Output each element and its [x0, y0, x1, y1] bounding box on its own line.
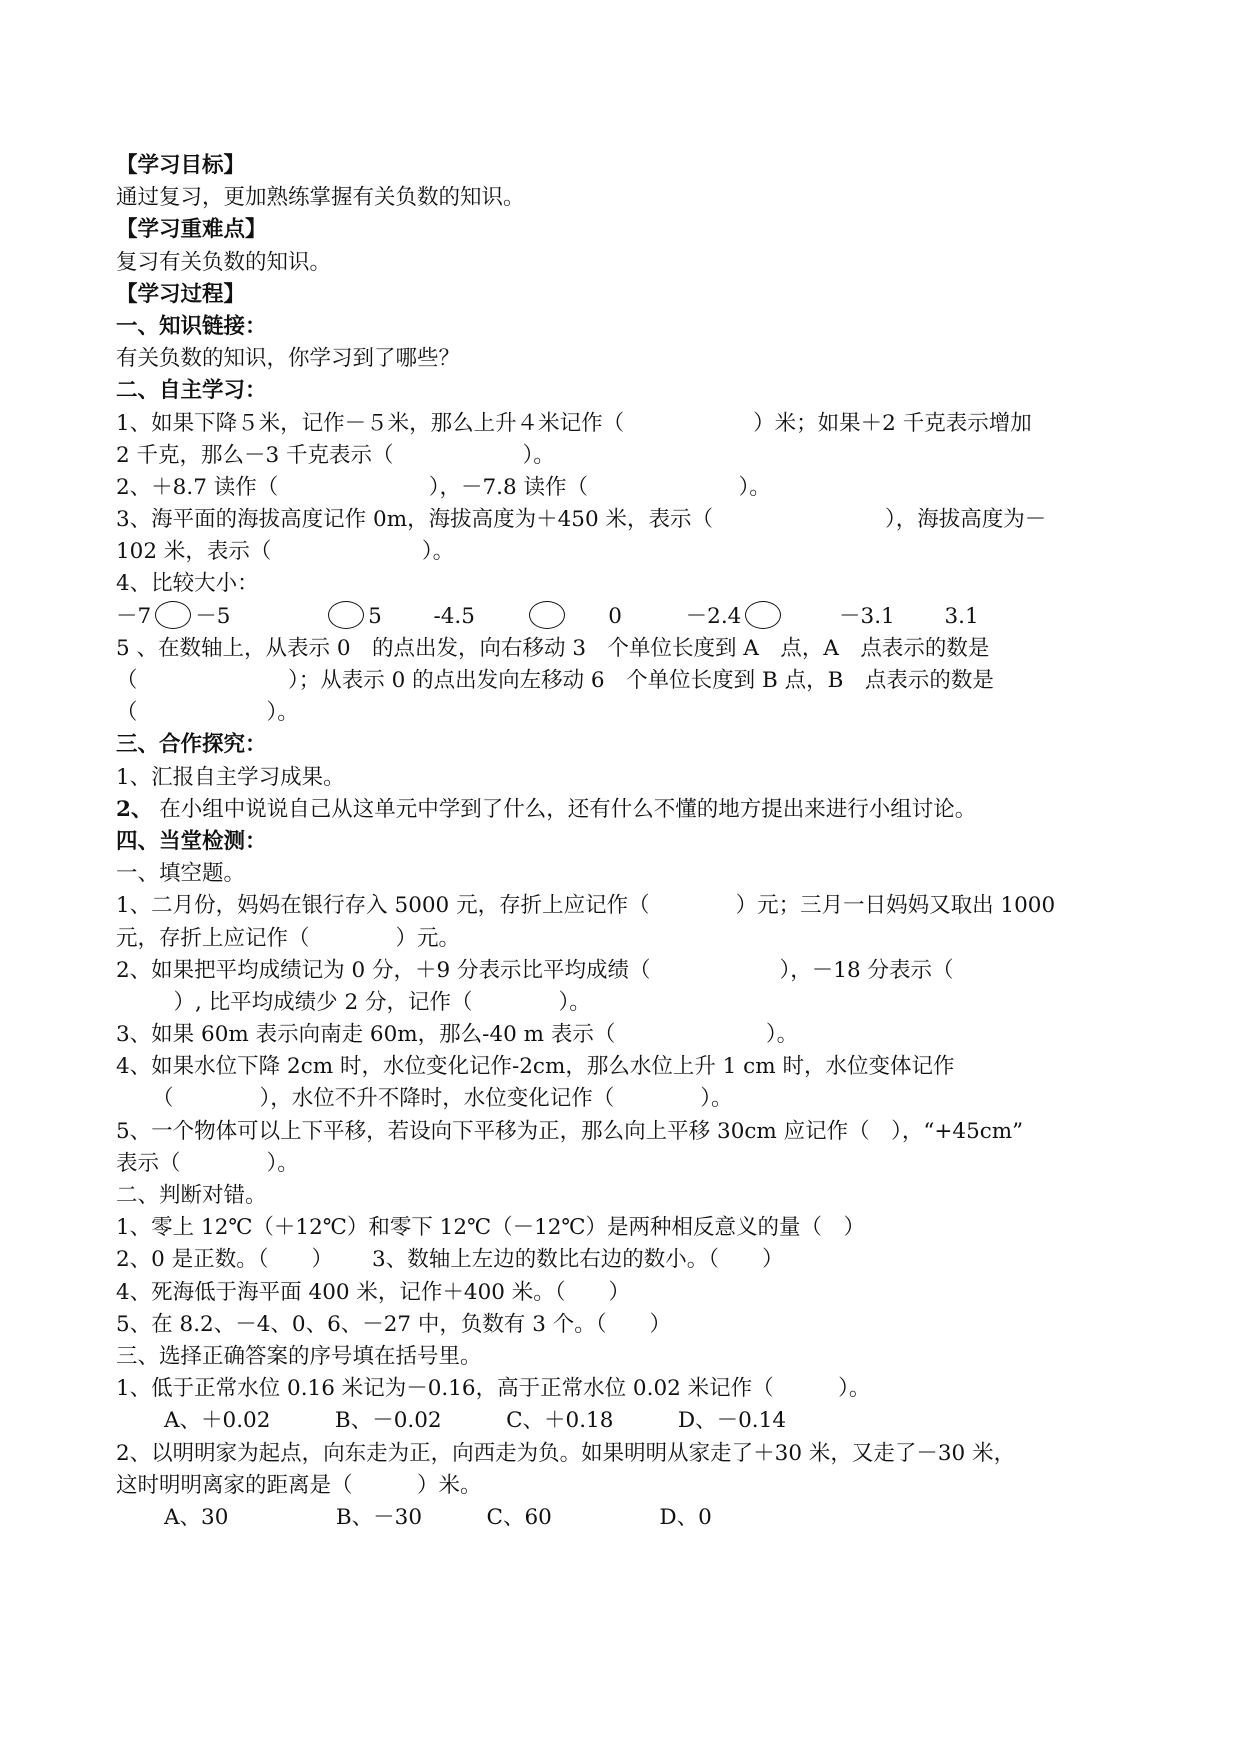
question-5-line3: （ ）。: [116, 700, 299, 726]
part3-heading: 三、合作探究：: [116, 732, 267, 758]
compare-circle[interactable]: [745, 601, 781, 629]
part4-heading: 四、当堂检测：: [116, 828, 267, 854]
part3-item-2-number: 2、: [116, 796, 153, 822]
judge-1: 1、零上 12℃（＋12℃）和零下 12℃（－12℃）是两种相反意义的量（ ）: [116, 1215, 865, 1241]
compare-circle[interactable]: [328, 601, 364, 629]
question-3-line2: 102 米，表示（ ）。: [116, 539, 455, 565]
process-heading: 【学习过程】: [116, 281, 246, 307]
compare-value: －7: [116, 603, 152, 629]
goal-text: 通过复习，更加熟练掌握有关负数的知识。: [116, 185, 525, 211]
fill-title: 一、填空题。: [116, 861, 246, 887]
fill-4-line2: （ ），水位不升不降时，水位变化记作（ ）。: [152, 1086, 733, 1112]
compare-circle[interactable]: [529, 601, 565, 629]
question-3-line1: 3、海平面的海拔高度记作 0m，海拔高度为＋450 米，表示（ ），海拔高度为－: [116, 507, 1047, 533]
question-1-line1: 1、如果下降５米，记作－５米，那么上升４米记作（ ）米；如果＋2 千克表示增加: [116, 410, 1032, 436]
compare-value: －3.1: [839, 603, 895, 629]
choice-1: 1、低于正常水位 0.16 米记为－0.16，高于正常水位 0.02 米记作（ ）。: [116, 1376, 871, 1402]
fill-3: 3、如果 60m 表示向南走 60m，那么-40 m 表示（ ）。: [116, 1022, 799, 1048]
goal-heading: 【学习目标】: [116, 153, 246, 178]
fill-5-line2: 表示（ ）。: [116, 1150, 299, 1176]
part3-item-1: 1、汇报自主学习成果。: [116, 764, 345, 790]
fill-2-line2: ）, 比平均成绩少 2 分，记作（ ）。: [152, 989, 591, 1015]
part1-heading: 一、知识链接：: [116, 313, 267, 339]
judge-5: 5、在 8.2、－4、0、6、－27 中，负数有 3 个。（ ）: [116, 1311, 672, 1337]
fill-5-line1: 5、一个物体可以上下平移，若设向下平移为正，那么向上平移 30cm 应记作（ ），“+45cm”: [116, 1118, 1024, 1144]
compare-row: [116, 601, 1156, 633]
compare-value: －2.4: [685, 603, 742, 629]
choice-title: 三、选择正确答案的序号填在括号里。: [116, 1343, 482, 1369]
question-5-line1: 5 、在数轴上，从表示 0 的点出发，向右移动 3 个单位长度到 A 点，A 点表示的数是: [116, 635, 990, 661]
choice-2-options: A、30 B、－30 C、60 D、0: [164, 1504, 712, 1530]
choice-1-options: A、＋0.02 B、－0.02 C、＋0.18 D、－0.14: [164, 1408, 787, 1434]
fill-1-line2: 元，存折上应记作（ ）元。: [116, 925, 461, 951]
question-5-line2: （ ）；从表示 0 的点出发向左移动 6 个单位长度到 B 点，B 点表示的数是: [116, 668, 994, 693]
fill-4-line1: 4、如果水位下降 2cm 时，水位变化记作-2cm，那么水位上升 1 cm 时，水位变体记作: [116, 1054, 955, 1080]
question-1-line2: 2 千克，那么－3 千克表示（ ）。: [116, 442, 555, 468]
judge-title: 二、判断对错。: [116, 1183, 267, 1208]
part2-heading: 二、自主学习：: [116, 378, 267, 404]
fill-1-line1: 1、二月份，妈妈在银行存入 5000 元，存折上应记作（ ）元；三月一日妈妈又取出 1000: [116, 893, 1056, 919]
fill-2-line1: 2、如果把平均成绩记为 0 分，＋9 分表示比平均成绩（ ），－18 分表示（: [116, 957, 954, 983]
choice-2-line1: 2、以明明家为起点，向东走为正，向西走为负。如果明明从家走了＋30 米，又走了－30 米，: [116, 1440, 1016, 1466]
part1-text: 有关负数的知识，你学习到了哪些？: [116, 346, 461, 372]
compare-value: 3.1: [944, 603, 979, 629]
judge-2-3: 2、0 是正数。（ ） 3、数轴上左边的数比右边的数小。（ ）: [116, 1247, 784, 1273]
choice-2-line2: 这时明明离家的距离是（ ）米。: [116, 1472, 482, 1498]
key-text: 复习有关负数的知识。: [116, 249, 332, 275]
question-2: 2、＋8.7 读作（ ），－7.8 读作（ ）。: [116, 474, 771, 500]
compare-circle[interactable]: [155, 601, 191, 629]
compare-value: -4.5: [433, 603, 475, 629]
question-4-title: 4、比较大小：: [116, 571, 259, 597]
part3-item-2: [116, 794, 1156, 826]
compare-value: －5: [195, 603, 231, 629]
compare-value: 0: [608, 603, 622, 629]
judge-4: 4、死海低于海平面 400 米，记作＋400 米。（ ）: [116, 1279, 631, 1305]
key-heading: 【学习重难点】: [116, 217, 267, 243]
worksheet: [116, 150, 1156, 1534]
compare-value: 5: [368, 603, 382, 629]
part3-item-2-text: 在小组中说说自己从这单元中学到了什么，还有什么不懂的地方提出来进行小组讨论。: [152, 796, 977, 822]
